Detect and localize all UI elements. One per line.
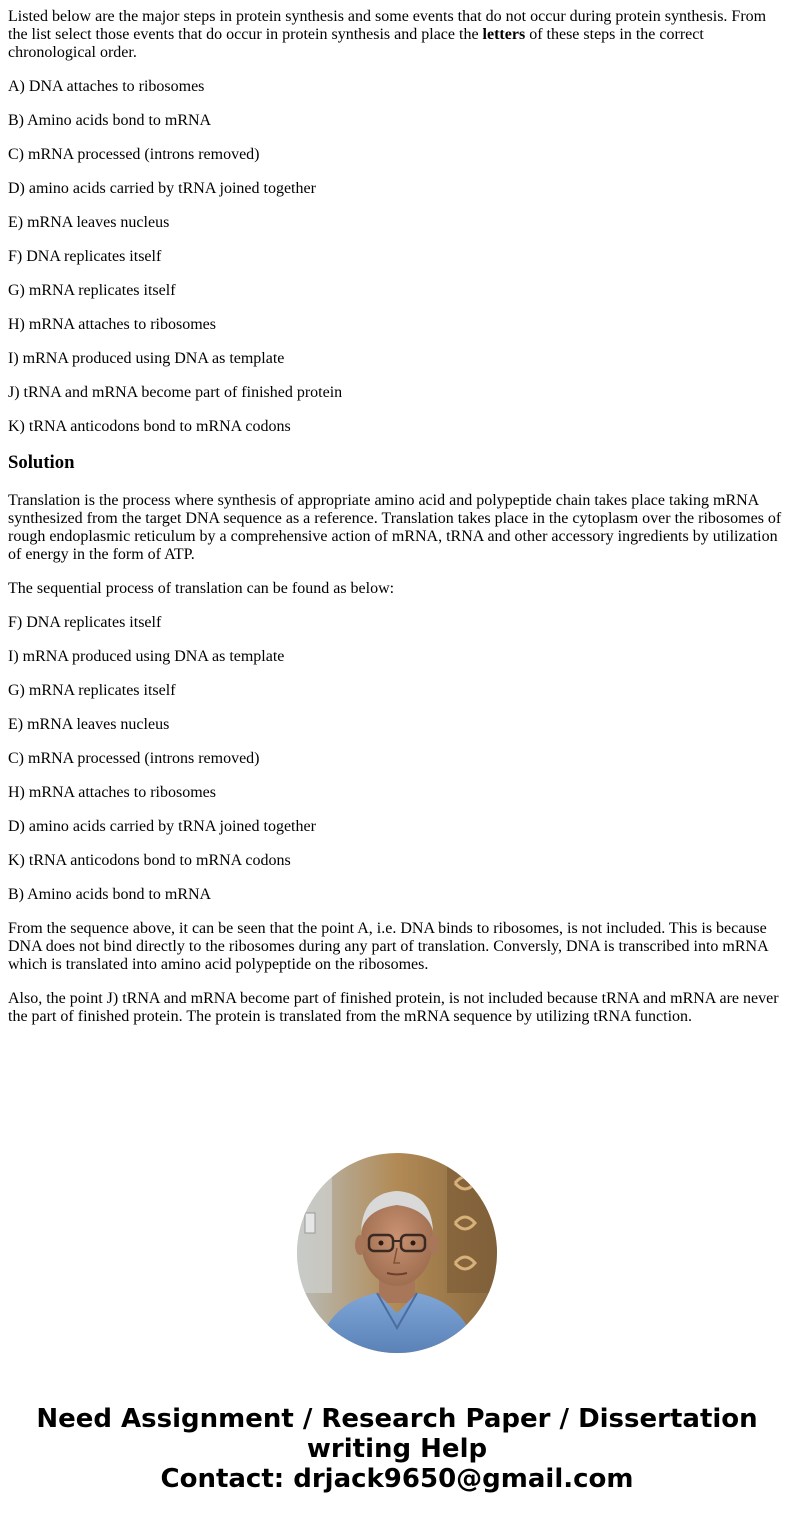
sequence-item: G) mRNA replicates itself (8, 682, 176, 699)
sequence-item: C) mRNA processed (introns removed) (8, 750, 260, 767)
solution-paragraph-1: Translation is the process where synthesis of appropriate amino acid and polypeptide chain takes place taking mRNA synthesized from the target DNA sequence as a reference. Translation takes place in the cytoplasm over the ribosomes of rough endoplasmic reticulum by a comprehensive action of mRNA, tRNA and other accessory ingredients by utilization of energy in the form of ATP. (8, 492, 782, 563)
solution-heading: Solution (8, 452, 75, 473)
question-intro-text: Listed below are the major steps in protein synthesis and some events that do not occur during protein synthesis. From the list select those events that do occur in protein synthesis and place the (8, 8, 767, 43)
avatar-photo (297, 1153, 497, 1353)
option-item: B) Amino acids bond to mRNA (8, 112, 212, 129)
sequence-item: E) mRNA leaves nucleus (8, 716, 170, 733)
footer-contact: Contact: drjack9650@gmail.com (160, 1464, 634, 1494)
question-intro-bold: letters (482, 26, 526, 43)
option-item: G) mRNA replicates itself (8, 282, 176, 299)
option-item: I) mRNA produced using DNA as template (8, 350, 285, 367)
solution-paragraph-2: The sequential process of translation can be found as below: (8, 580, 395, 597)
option-item: F) DNA replicates itself (8, 248, 162, 265)
avatar (297, 1153, 497, 1353)
sequence-item: F) DNA replicates itself (8, 614, 162, 631)
option-item: J) tRNA and mRNA become part of finished protein (8, 384, 343, 401)
solution-paragraph-3: From the sequence above, it can be seen that the point A, i.e. DNA binds to ribosomes, is not included. This is because DNA does not bind directly to the ribosomes during any part of translation. Conversly, DNA is transcribed into mRNA which is translated into amino acid polypeptide on the ribosomes. (8, 920, 768, 973)
sequence-item: H) mRNA attaches to ribosomes (8, 784, 216, 801)
option-item: K) tRNA anticodons bond to mRNA codons (8, 418, 291, 435)
sequence-item: D) amino acids carried by tRNA joined together (8, 818, 316, 835)
footer-line-2: writing Help (306, 1434, 488, 1464)
sequence-item: K) tRNA anticodons bond to mRNA codons (8, 852, 291, 869)
footer-line-1: Need Assignment / Research Paper / Dissertation (36, 1404, 758, 1434)
option-item: H) mRNA attaches to ribosomes (8, 316, 216, 333)
question-intro (8, 8, 786, 62)
solution-paragraph-4: Also, the point J) tRNA and mRNA become part of finished protein, is not included because tRNA and mRNA are never the part of finished protein. The protein is translated from the mRNA sequence by utilizing tRNA function. (8, 990, 779, 1025)
footer-banner (0, 1404, 794, 1494)
option-item: D) amino acids carried by tRNA joined together (8, 180, 316, 197)
document-body (8, 8, 786, 1042)
question-intro-text-end: of these steps in the correct chronological order. (8, 26, 704, 61)
option-item: E) mRNA leaves nucleus (8, 214, 170, 231)
sequence-item: B) Amino acids bond to mRNA (8, 886, 212, 903)
sequence-item: I) mRNA produced using DNA as template (8, 648, 285, 665)
option-item: C) mRNA processed (introns removed) (8, 146, 260, 163)
option-item: A) DNA attaches to ribosomes (8, 78, 205, 95)
